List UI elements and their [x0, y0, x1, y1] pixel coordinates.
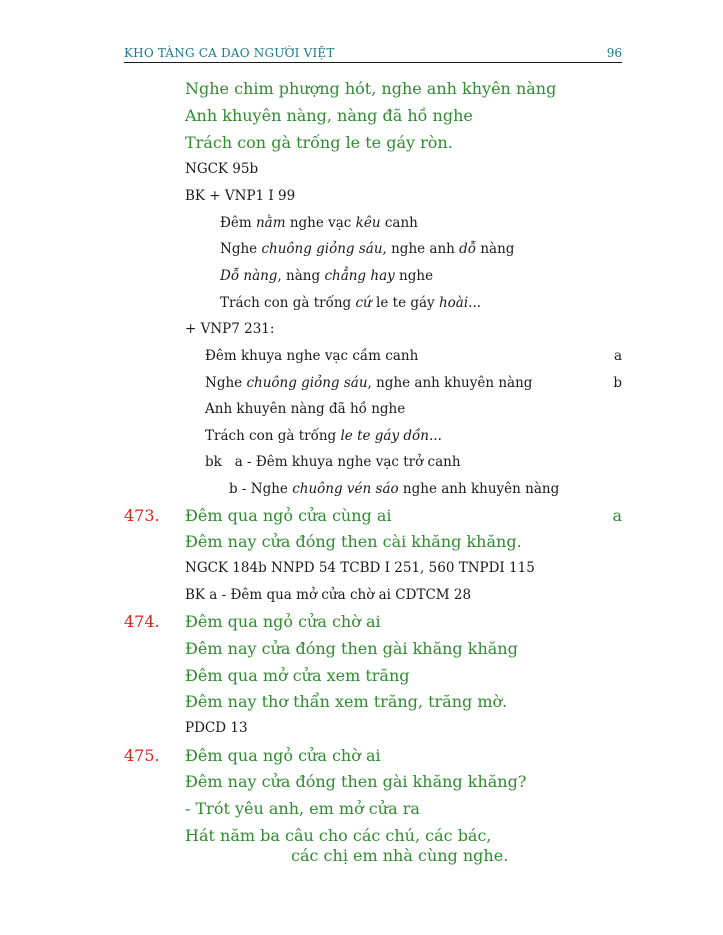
variant-line: bk a - Đêm khuya nghe vạc trở canh	[205, 454, 461, 470]
variant-line: Dỗ nàng, nàng chẳng hay nghe	[220, 268, 434, 284]
page-header	[124, 44, 622, 63]
verse-line: Đêm nay thơ thẩn xem trăng, trăng mờ.	[185, 692, 508, 711]
verse-line: Đêm qua ngỏ cửa chờ ai	[185, 746, 381, 765]
verse-line: Anh khuyên nàng, nàng đã hồ nghe	[185, 106, 473, 125]
verse-line: Nghe chim phượng hót, nghe anh khyên nàng	[185, 79, 557, 98]
variant-line: b - Nghe chuông vén sáo nghe anh khuyên nàng	[229, 481, 560, 497]
verse-line: Trách con gà trống le te gáy ròn.	[185, 133, 453, 152]
variant-mark: a	[613, 348, 622, 364]
poem-number: 475.	[124, 746, 160, 765]
verse-line: - Trót yêu anh, em mở cửa ra	[185, 799, 420, 818]
variant-line: Đêm khuya nghe vạc cầm canh	[205, 348, 419, 364]
variant-line: Nghe chuông giỏng sáu, nghe anh dỗ nàng	[220, 241, 515, 257]
page-number: 96	[606, 46, 622, 60]
variant-mark: b	[613, 375, 622, 391]
source-note: PDCD 13	[185, 720, 248, 736]
verse-line: các chị em nhà cùng nghe.	[291, 846, 509, 865]
source-note: BK a - Đêm qua mở cửa chờ ai CDTCM 28	[185, 587, 472, 603]
source-note: NGCK 95b	[185, 161, 259, 177]
variant-line: Trách con gà trống cứ le te gáy hoài...	[220, 295, 482, 311]
source-note: + VNP7 231:	[185, 321, 275, 337]
verse-line: Đêm nay cửa đóng then gài khăng khăng	[185, 639, 518, 658]
source-note: BK + VNP1 I 99	[185, 188, 296, 204]
source-note: NGCK 184b NNPD 54 TCBD I 251, 560 TNPDI 115	[185, 560, 535, 576]
poem-number: 473.	[124, 506, 160, 525]
variant-line: Anh khuyên nàng đã hồ nghe	[205, 401, 406, 417]
book-title: KHO TÀNG CA DAO NGƯỜI VIỆT	[124, 46, 335, 60]
verse-line: Đêm qua ngỏ cửa chờ ai	[185, 612, 381, 631]
verse-line: Đêm nay cửa đóng then gài khăng khăng?	[185, 772, 527, 791]
poem-number: 474.	[124, 612, 160, 631]
verse-line: Đêm qua mở cửa xem trăng	[185, 666, 410, 685]
variant-mark: a	[612, 506, 622, 525]
variant-line: Nghe chuông giỏng sáu, nghe anh khuyên nàng	[205, 375, 533, 391]
verse-line: Đêm nay cửa đóng then cài khăng khăng.	[185, 532, 522, 551]
verse-line: Đêm qua ngỏ cửa cùng ai	[185, 506, 392, 525]
variant-line: Đêm nằm nghe vạc kêu canh	[220, 215, 418, 231]
verse-line: Hát năm ba câu cho các chú, các bác,	[185, 826, 492, 845]
variant-line: Trách con gà trống le te gáy dồn...	[205, 428, 442, 444]
